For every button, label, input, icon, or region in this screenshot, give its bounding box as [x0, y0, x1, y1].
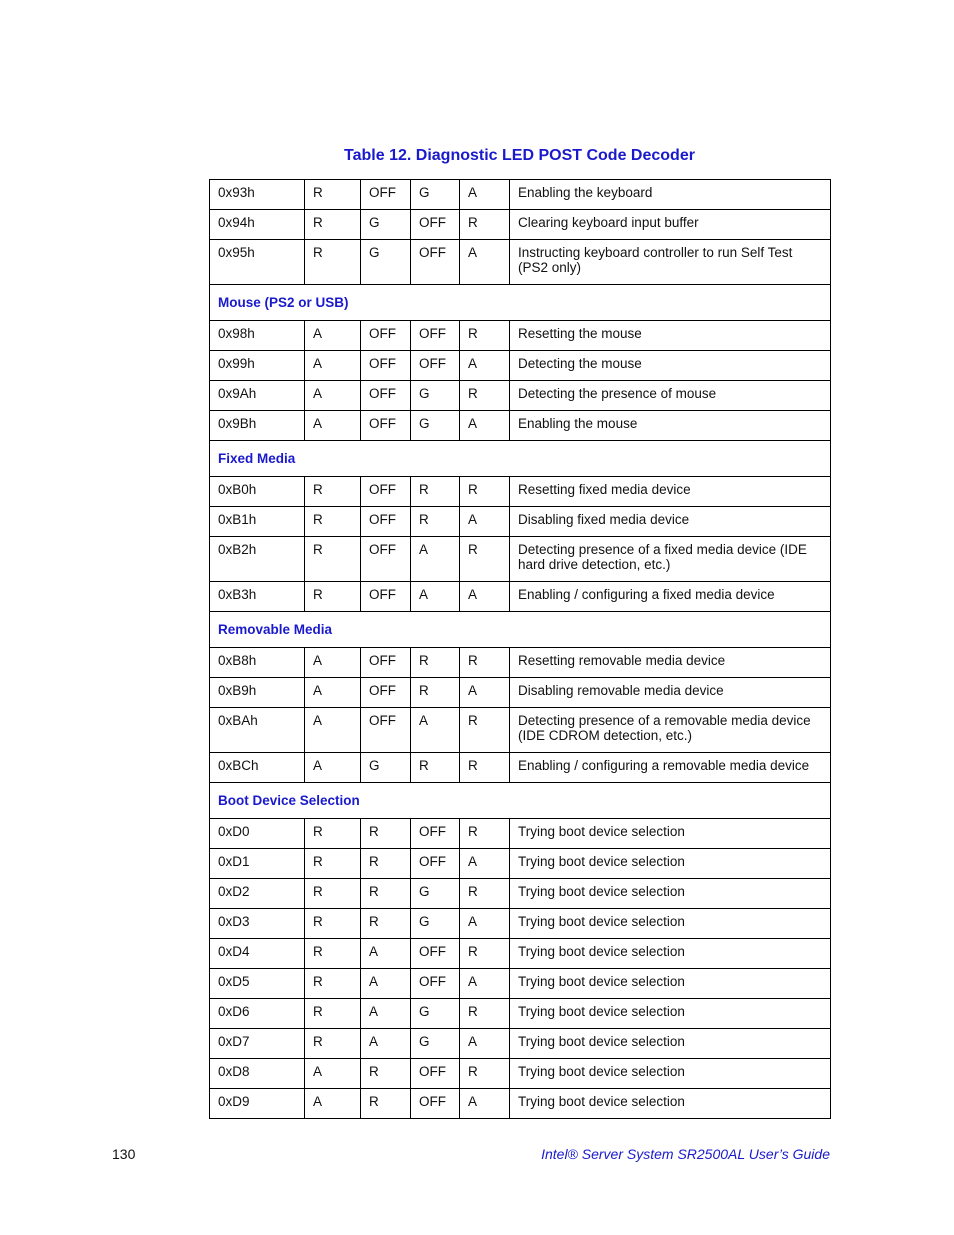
led3-cell: G [411, 999, 460, 1029]
section-header: Mouse (PS2 or USB) [210, 285, 831, 321]
table-row [210, 321, 831, 351]
led2-cell: OFF [361, 381, 411, 411]
led2-cell: G [361, 753, 411, 783]
led2-cell: OFF [361, 648, 411, 678]
description-cell: Clearing keyboard input buffer [510, 210, 831, 240]
led2-cell: R [361, 819, 411, 849]
led4-cell: A [460, 180, 510, 210]
table-row [210, 849, 831, 879]
led2-cell: OFF [361, 321, 411, 351]
post-code-cell: 0x93h [210, 180, 305, 210]
table-row [210, 999, 831, 1029]
led3-cell: G [411, 381, 460, 411]
led1-cell: R [305, 537, 361, 582]
led4-cell: R [460, 879, 510, 909]
post-code-cell: 0xD0 [210, 819, 305, 849]
led1-cell: R [305, 939, 361, 969]
description-cell: Disabling removable media device [510, 678, 831, 708]
post-code-cell: 0x94h [210, 210, 305, 240]
table-row [210, 678, 831, 708]
led2-cell: A [361, 969, 411, 999]
description-cell: Resetting the mouse [510, 321, 831, 351]
description-cell: Enabling / configuring a fixed media device [510, 582, 831, 612]
led2-cell: OFF [361, 180, 411, 210]
description-cell: Trying boot device selection [510, 1029, 831, 1059]
led1-cell: R [305, 879, 361, 909]
post-code-cell: 0xD6 [210, 999, 305, 1029]
led3-cell: G [411, 180, 460, 210]
led1-cell: A [305, 678, 361, 708]
table-row [210, 507, 831, 537]
section-header-row [210, 612, 831, 648]
led2-cell: R [361, 849, 411, 879]
led3-cell: A [411, 537, 460, 582]
led1-cell: A [305, 381, 361, 411]
led1-cell: R [305, 240, 361, 285]
led4-cell: A [460, 582, 510, 612]
table-row [210, 537, 831, 582]
led2-cell: OFF [361, 477, 411, 507]
led4-cell: R [460, 381, 510, 411]
led1-cell: R [305, 477, 361, 507]
led3-cell: OFF [411, 1059, 460, 1089]
led1-cell: R [305, 849, 361, 879]
led4-cell: R [460, 648, 510, 678]
table-row [210, 240, 831, 285]
post-code-cell: 0xD4 [210, 939, 305, 969]
led4-cell: R [460, 999, 510, 1029]
led3-cell: OFF [411, 210, 460, 240]
description-cell: Detecting presence of a removable media device (IDE CDROM detection, etc.) [510, 708, 831, 753]
led4-cell: A [460, 969, 510, 999]
led3-cell: R [411, 753, 460, 783]
led2-cell: OFF [361, 678, 411, 708]
led3-cell: OFF [411, 351, 460, 381]
post-code-cell: 0xB8h [210, 648, 305, 678]
led4-cell: A [460, 1029, 510, 1059]
table-title: Table 12. Diagnostic LED POST Code Decoder [344, 147, 695, 164]
led1-cell: R [305, 969, 361, 999]
led2-cell: OFF [361, 537, 411, 582]
led3-cell: OFF [411, 1089, 460, 1119]
post-code-cell: 0xD8 [210, 1059, 305, 1089]
led3-cell: OFF [411, 321, 460, 351]
table-row [210, 819, 831, 849]
led3-cell: A [411, 708, 460, 753]
description-cell: Enabling the mouse [510, 411, 831, 441]
led3-cell: OFF [411, 849, 460, 879]
post-code-cell: 0x99h [210, 351, 305, 381]
led2-cell: OFF [361, 708, 411, 753]
led4-cell: R [460, 939, 510, 969]
post-code-cell: 0xB2h [210, 537, 305, 582]
led1-cell: A [305, 351, 361, 381]
led3-cell: OFF [411, 969, 460, 999]
led1-cell: R [305, 507, 361, 537]
led2-cell: OFF [361, 411, 411, 441]
post-code-cell: 0xD7 [210, 1029, 305, 1059]
table-row [210, 753, 831, 783]
post-code-cell: 0xB0h [210, 477, 305, 507]
led4-cell: A [460, 849, 510, 879]
led4-cell: R [460, 537, 510, 582]
led1-cell: R [305, 1029, 361, 1059]
led3-cell: OFF [411, 939, 460, 969]
led4-cell: R [460, 210, 510, 240]
post-code-cell: 0x9Ah [210, 381, 305, 411]
led1-cell: A [305, 753, 361, 783]
led1-cell: A [305, 1089, 361, 1119]
post-code-cell: 0x98h [210, 321, 305, 351]
led2-cell: G [361, 210, 411, 240]
post-code-cell: 0xBCh [210, 753, 305, 783]
table-row [210, 381, 831, 411]
guide-title: Intel® Server System SR2500AL User’s Guide [541, 1146, 830, 1162]
description-cell: Detecting the presence of mouse [510, 381, 831, 411]
description-cell: Enabling the keyboard [510, 180, 831, 210]
led2-cell: A [361, 939, 411, 969]
table-row [210, 477, 831, 507]
led3-cell: G [411, 879, 460, 909]
led2-cell: R [361, 909, 411, 939]
post-code-cell: 0xD2 [210, 879, 305, 909]
table-row [210, 939, 831, 969]
post-code-cell: 0xD1 [210, 849, 305, 879]
description-cell: Trying boot device selection [510, 909, 831, 939]
led2-cell: R [361, 879, 411, 909]
description-cell: Detecting presence of a fixed media device (IDE hard drive detection, etc.) [510, 537, 831, 582]
table-row [210, 351, 831, 381]
led1-cell: R [305, 180, 361, 210]
led4-cell: A [460, 909, 510, 939]
led2-cell: G [361, 240, 411, 285]
table-row [210, 210, 831, 240]
led2-cell: R [361, 1089, 411, 1119]
led2-cell: R [361, 1059, 411, 1089]
led3-cell: R [411, 648, 460, 678]
section-header-row [210, 285, 831, 321]
section-header: Fixed Media [210, 441, 831, 477]
led1-cell: A [305, 708, 361, 753]
led4-cell: A [460, 351, 510, 381]
post-code-cell: 0xBAh [210, 708, 305, 753]
description-cell: Resetting removable media device [510, 648, 831, 678]
led4-cell: R [460, 321, 510, 351]
led2-cell: A [361, 999, 411, 1029]
table-row [210, 582, 831, 612]
description-cell: Trying boot device selection [510, 1059, 831, 1089]
led1-cell: R [305, 909, 361, 939]
table-row [210, 909, 831, 939]
post-code-cell: 0xD5 [210, 969, 305, 999]
led2-cell: A [361, 1029, 411, 1059]
led3-cell: R [411, 507, 460, 537]
post-code-cell: 0xD3 [210, 909, 305, 939]
post-code-cell: 0xD9 [210, 1089, 305, 1119]
led3-cell: G [411, 1029, 460, 1059]
table-row [210, 1089, 831, 1119]
led4-cell: A [460, 507, 510, 537]
description-cell: Trying boot device selection [510, 819, 831, 849]
description-cell: Resetting fixed media device [510, 477, 831, 507]
post-code-cell: 0xB9h [210, 678, 305, 708]
led4-cell: A [460, 1089, 510, 1119]
led4-cell: R [460, 1059, 510, 1089]
led3-cell: A [411, 582, 460, 612]
led3-cell: G [411, 411, 460, 441]
post-code-decoder-table [209, 179, 831, 1119]
description-cell: Trying boot device selection [510, 879, 831, 909]
description-cell: Trying boot device selection [510, 969, 831, 999]
led1-cell: R [305, 999, 361, 1029]
page-number: 130 [112, 1146, 136, 1162]
led1-cell: A [305, 1059, 361, 1089]
led3-cell: R [411, 678, 460, 708]
led1-cell: A [305, 411, 361, 441]
led1-cell: R [305, 819, 361, 849]
led1-cell: R [305, 582, 361, 612]
description-cell: Trying boot device selection [510, 939, 831, 969]
led3-cell: R [411, 477, 460, 507]
led4-cell: R [460, 477, 510, 507]
description-cell: Trying boot device selection [510, 999, 831, 1029]
table-row [210, 879, 831, 909]
post-code-cell: 0xB1h [210, 507, 305, 537]
description-cell: Detecting the mouse [510, 351, 831, 381]
section-header-row [210, 441, 831, 477]
section-header: Removable Media [210, 612, 831, 648]
table-row [210, 411, 831, 441]
post-code-cell: 0x9Bh [210, 411, 305, 441]
description-cell: Trying boot device selection [510, 1089, 831, 1119]
table-row [210, 1059, 831, 1089]
led4-cell: R [460, 708, 510, 753]
led4-cell: A [460, 240, 510, 285]
led4-cell: R [460, 753, 510, 783]
led1-cell: R [305, 210, 361, 240]
table-row [210, 648, 831, 678]
post-code-cell: 0xB3h [210, 582, 305, 612]
table-row [210, 1029, 831, 1059]
led2-cell: OFF [361, 582, 411, 612]
led3-cell: G [411, 909, 460, 939]
description-cell: Trying boot device selection [510, 849, 831, 879]
led3-cell: OFF [411, 819, 460, 849]
section-header: Boot Device Selection [210, 783, 831, 819]
led4-cell: R [460, 819, 510, 849]
led1-cell: A [305, 648, 361, 678]
description-cell: Disabling fixed media device [510, 507, 831, 537]
table-row [210, 969, 831, 999]
table-row [210, 708, 831, 753]
led4-cell: A [460, 678, 510, 708]
post-code-cell: 0x95h [210, 240, 305, 285]
table-body [210, 180, 831, 1119]
led2-cell: OFF [361, 351, 411, 381]
led3-cell: OFF [411, 240, 460, 285]
led1-cell: A [305, 321, 361, 351]
led4-cell: A [460, 411, 510, 441]
table-row [210, 180, 831, 210]
led2-cell: OFF [361, 507, 411, 537]
description-cell: Instructing keyboard controller to run Self Test (PS2 only) [510, 240, 831, 285]
section-header-row [210, 783, 831, 819]
description-cell: Enabling / configuring a removable media device [510, 753, 831, 783]
